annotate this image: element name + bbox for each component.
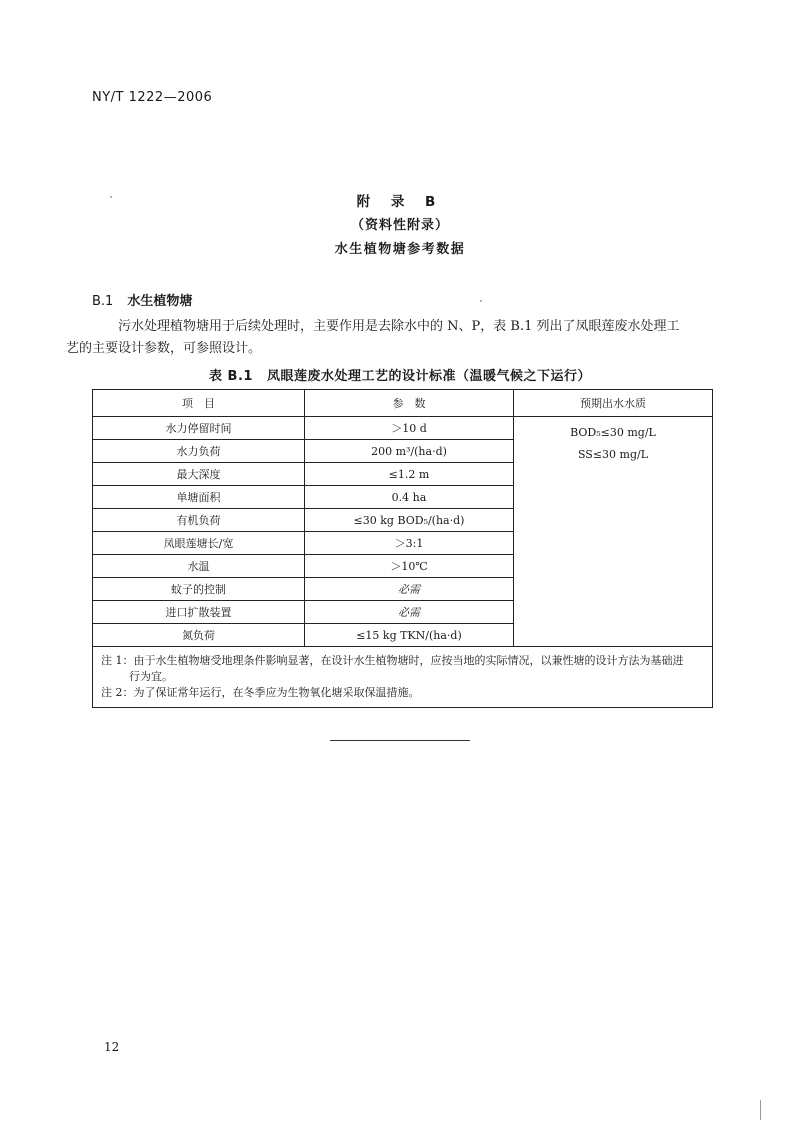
table-notes-row [93, 647, 713, 708]
row-item: 单塘面积 [93, 486, 305, 509]
header-quality: 预期出水水质 [514, 390, 713, 417]
paragraph-line: 艺的主要设计参数，可参照设计。 [66, 341, 262, 356]
row-item: 最大深度 [93, 463, 305, 486]
row-param: 必需 [305, 578, 514, 601]
scan-speck [760, 1100, 761, 1120]
note-2: 注 2：为了保证常年运行，在冬季应为生物氧化塘采取保温措施。 [101, 686, 420, 699]
row-item: 有机负荷 [93, 509, 305, 532]
table-row [93, 417, 713, 440]
row-param: ＞3:1 [305, 532, 514, 555]
paragraph-line: 污水处理植物塘用于后续处理时，主要作用是去除水中的 N、P，表 B.1 列出了凤眼莲废水处理工 [118, 319, 680, 334]
end-rule [330, 740, 470, 741]
appendix-type: （资料性附录） [350, 218, 449, 233]
row-param: ＞10℃ [305, 555, 514, 578]
row-item: 凤眼莲塘长/宽 [93, 532, 305, 555]
section-heading [92, 290, 192, 309]
scan-speck [480, 300, 482, 302]
row-param: 200 m³/(ha·d) [305, 440, 514, 463]
row-item: 进口扩散装置 [93, 601, 305, 624]
table-title: 凤眼莲废水处理工艺的设计标准（温暖气候之下运行） [266, 369, 591, 384]
quality-ss: SS≤30 mg/L [577, 448, 649, 461]
table-notes [93, 647, 713, 708]
table-header-row [93, 390, 713, 417]
expected-quality-cell [514, 417, 713, 647]
section-number: B.1 [92, 294, 114, 309]
note-1: 注 1：由于水生植物塘受地理条件影响显著，在设计水生植物塘时，应按当地的实际情况，以兼性塘的设计方法为基础进 [101, 654, 684, 667]
quality-bod: BOD₅≤30 mg/L [570, 426, 656, 439]
row-item: 蚊子的控制 [93, 578, 305, 601]
note-1-continuation: 行为宜。 [129, 670, 173, 683]
standard-code: NY/T 1222—2006 [92, 90, 213, 105]
appendix-title: 附 录 B [356, 194, 444, 210]
header-item: 项 目 [93, 390, 305, 417]
row-param: ≤30 kg BOD₅/(ha·d) [305, 509, 514, 532]
row-item: 水温 [93, 555, 305, 578]
table-number: 表 B.1 [209, 369, 253, 384]
page-number: 12 [104, 1040, 120, 1054]
section-title: 水生植物塘 [127, 294, 193, 309]
header-param: 参 数 [305, 390, 514, 417]
row-param: ＞10 d [305, 417, 514, 440]
row-item: 水力停留时间 [93, 417, 305, 440]
section-paragraph [66, 316, 712, 360]
scan-speck [110, 196, 112, 198]
row-param: ≤15 kg TKN/(ha·d) [305, 624, 514, 647]
design-standard-table [92, 389, 713, 708]
row-param: 必需 [305, 601, 514, 624]
row-param: ≤1.2 m [305, 463, 514, 486]
table-caption [0, 365, 800, 384]
row-item: 水力负荷 [93, 440, 305, 463]
row-item: 氮负荷 [93, 624, 305, 647]
row-param: 0.4 ha [305, 486, 514, 509]
appendix-heading: 水生植物塘参考数据 [334, 242, 466, 257]
